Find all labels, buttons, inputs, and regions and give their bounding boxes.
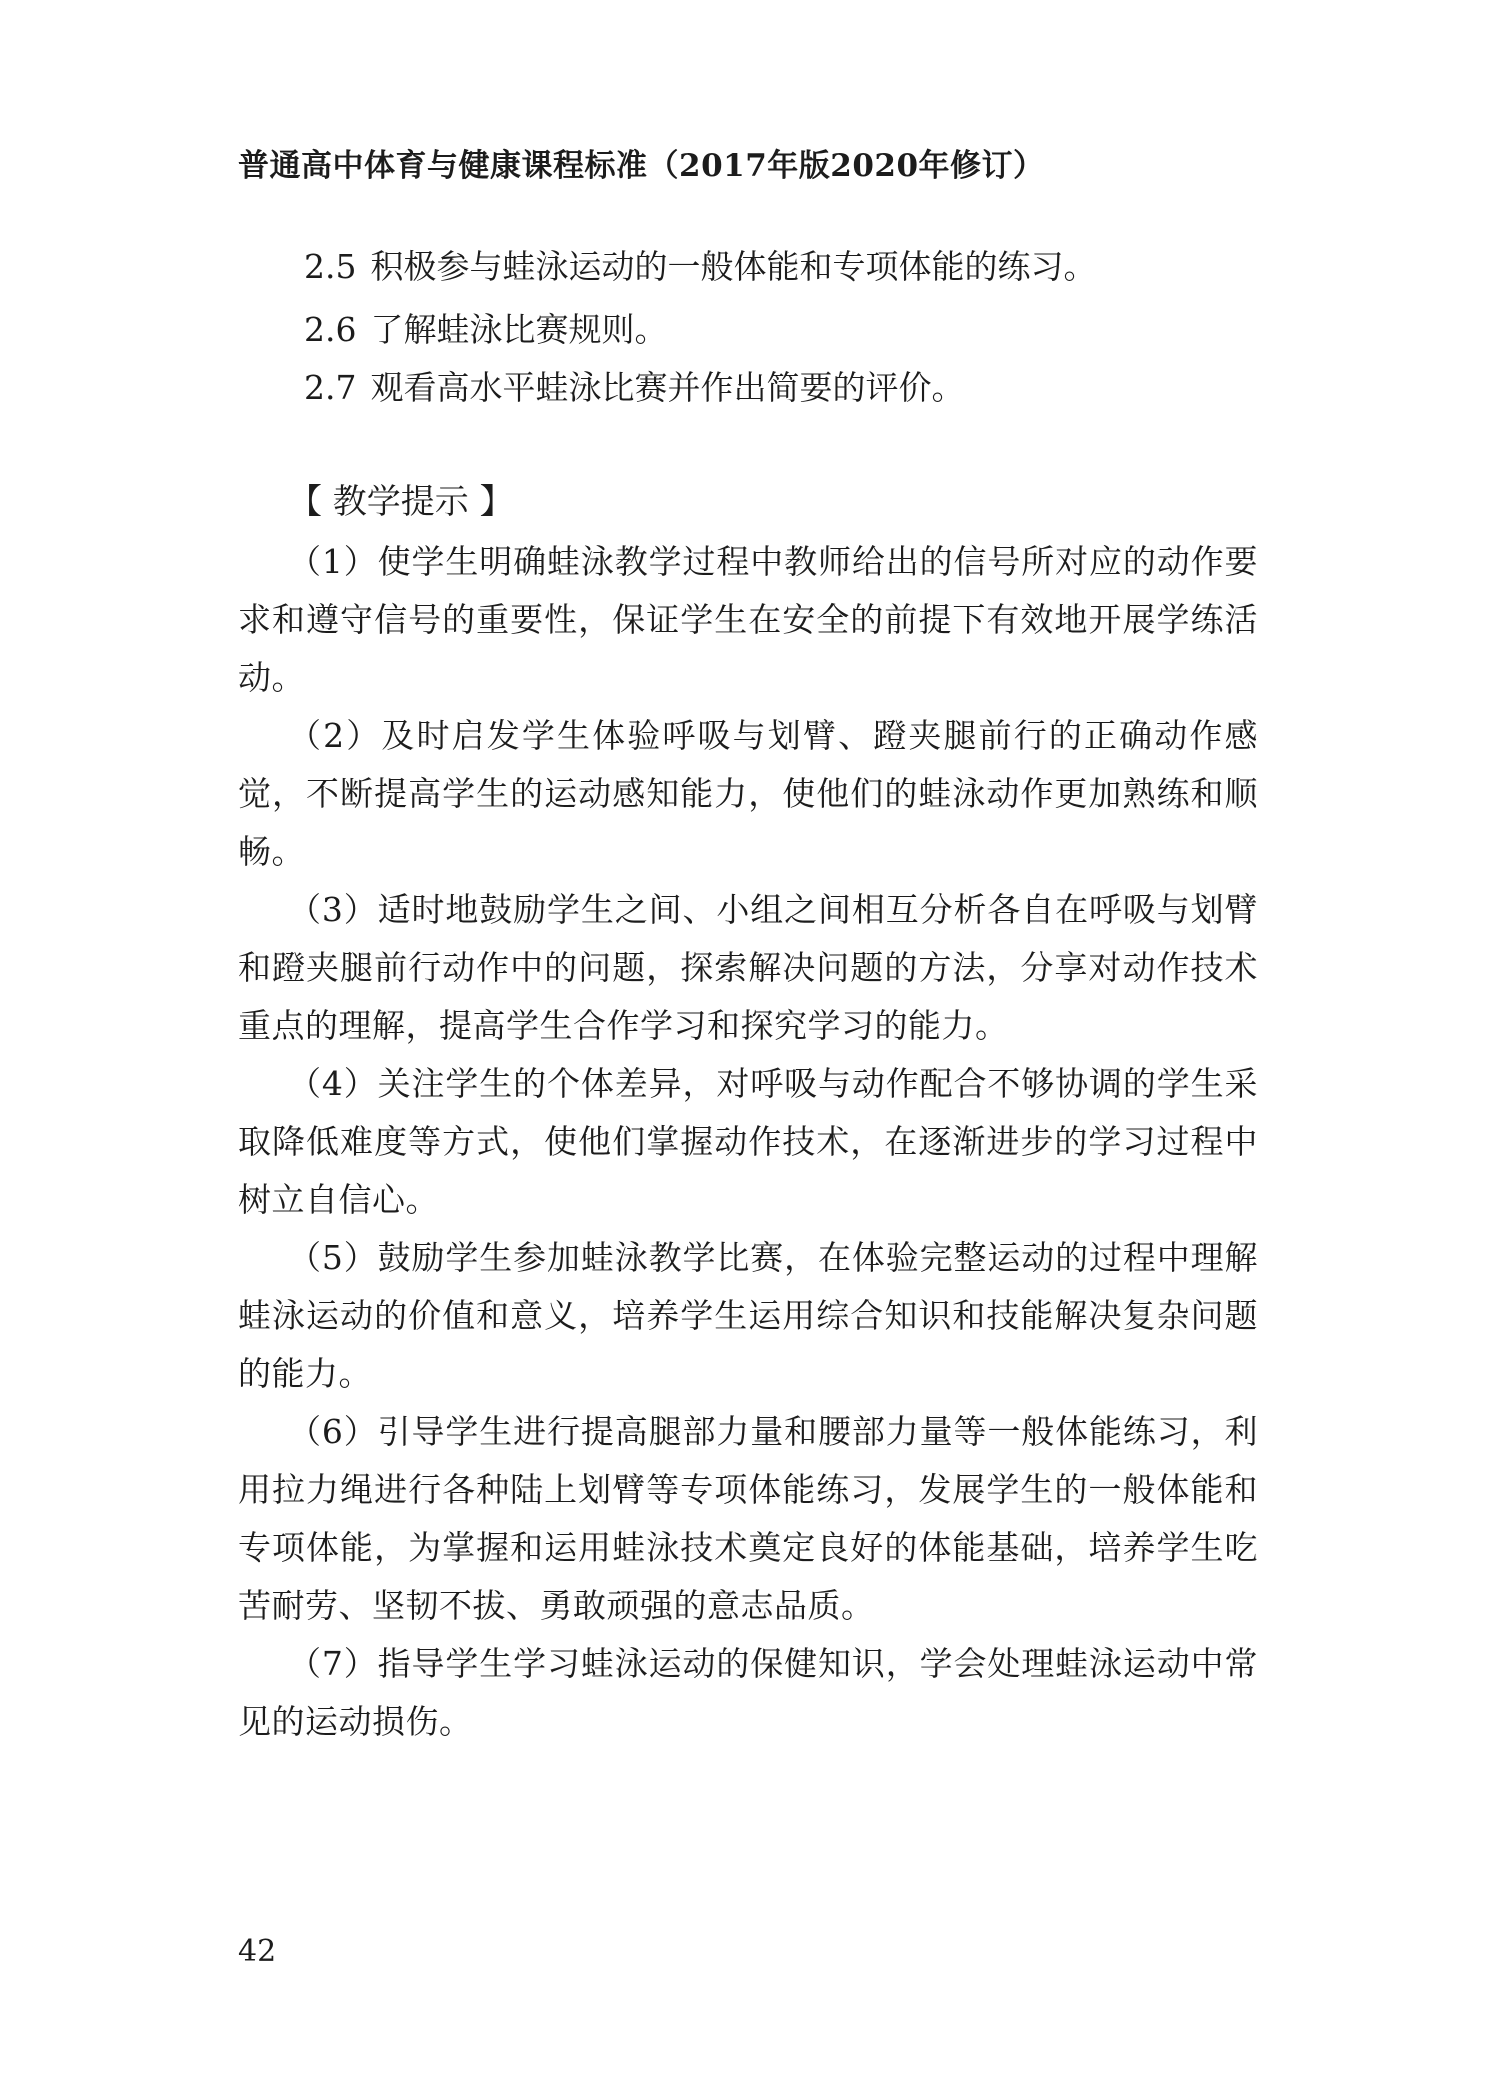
item-number: 2.5 xyxy=(304,247,357,286)
tip-paragraph: （2）及时启发学生体验呼吸与划臂、蹬夹腿前行的正确动作感觉，不断提高学生的运动感知能力，使他们的蛙泳动作更加熟练和顺畅。 xyxy=(238,716,1258,871)
section-title: 【 教学提示 】 xyxy=(288,482,514,522)
list-item xyxy=(304,310,668,349)
tip-paragraph: （5）鼓励学生参加蛙泳教学比赛，在体验完整运动的过程中理解蛙泳运动的价值和意义，培养学生运用综合知识和技能解决复杂问题的能力。 xyxy=(238,1238,1258,1393)
item-text: 积极参与蛙泳运动的一般体能和专项体能的练习。 xyxy=(370,247,1097,286)
item-text: 了解蛙泳比赛规则。 xyxy=(370,310,668,349)
list-item xyxy=(304,368,965,407)
page-number: 42 xyxy=(238,1934,277,1969)
tip-paragraph: （3）适时地鼓励学生之间、小组之间相互分析各自在呼吸与划臂和蹬夹腿前行动作中的问题，探索解决问题的方法，分享对动作技术重点的理解，提高学生合作学习和探究学习的能力。 xyxy=(238,890,1258,1045)
item-text: 观看高水平蛙泳比赛并作出简要的评价。 xyxy=(370,368,965,407)
item-number: 2.7 xyxy=(304,368,357,407)
tip-paragraph: （1）使学生明确蛙泳教学过程中教师给出的信号所对应的动作要求和遵守信号的重要性，保证学生在安全的前提下有效地开展学练活动。 xyxy=(238,542,1258,697)
tip-paragraph: （7）指导学生学习蛙泳运动的保健知识，学会处理蛙泳运动中常见的运动损伤。 xyxy=(238,1644,1258,1741)
teaching-tips xyxy=(238,533,1258,1751)
tip-paragraph: （6）引导学生进行提高腿部力量和腰部力量等一般体能练习，利用拉力绳进行各种陆上划臂等专项体能练习，发展学生的一般体能和专项体能，为掌握和运用蛙泳技术奠定良好的体能基础，培养学生吃苦耐劳、坚韧不拔、勇敢顽强的意志品质。 xyxy=(238,1412,1258,1625)
running-header: 普通高中体育与健康课程标准（2017年版2020年修订） xyxy=(238,148,1045,184)
item-number: 2.6 xyxy=(304,310,357,349)
tip-paragraph: （4）关注学生的个体差异，对呼吸与动作配合不够协调的学生采取降低难度等方式，使他们掌握动作技术，在逐渐进步的学习过程中树立自信心。 xyxy=(238,1064,1258,1219)
list-item xyxy=(304,247,1097,286)
